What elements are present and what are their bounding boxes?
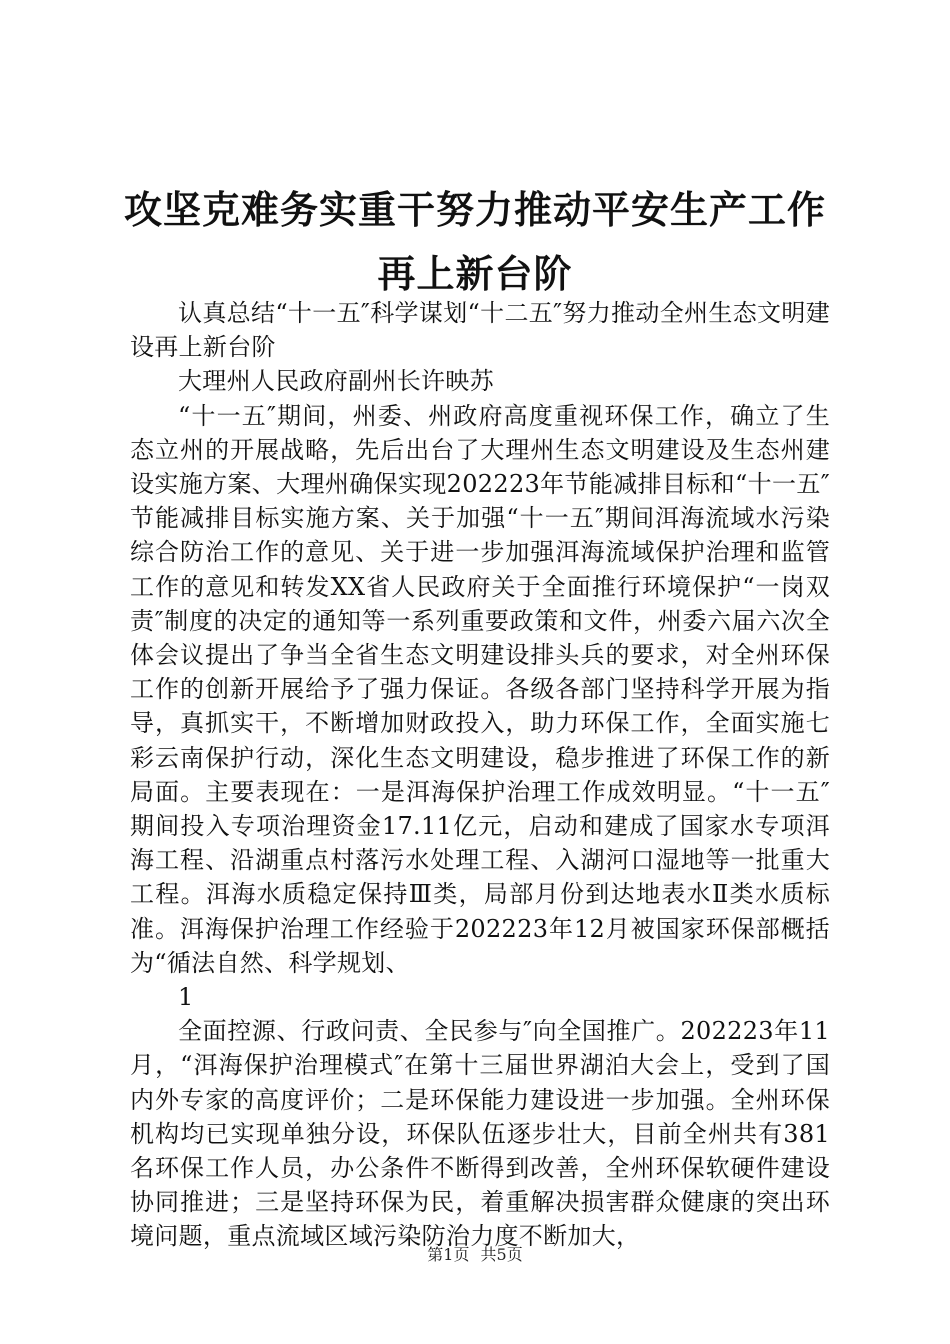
subtitle-paragraph: 认真总结“十一五″科学谋划“十二五″努力推动全州生态文明建设再上新台阶	[130, 299, 830, 362]
author-line: 大理州人民政府副州长许映苏	[178, 367, 494, 396]
document-body	[130, 296, 830, 1254]
page-footer	[0, 1242, 950, 1265]
body-paragraph: 全面控源、行政问责、全民参与″向全国推广。202223年11月，“洱海保护治理模式″在第十三届世界湖泊大会上，受到了国内外专家的高度评价；二是环保能力建设进一步加强。全州环保机构均已实现单独分设，环保队伍逐步壮大，目前全州共有381名环保工作人员，办公条件不断得到改善，全州环保软硬件建设协同推进；三是坚持环保为民，着重解决损害群众健康的突出环境问题，重点流域区域污染防治力度不断加大，	[130, 1017, 830, 1251]
document-title: 攻坚克难务实重干努力推动平安生产工作再上新台阶	[123, 188, 826, 296]
inline-page-number: 1	[178, 983, 194, 1012]
body-paragraph: “十一五″期间，州委、州政府高度重视环保工作，确立了生态立州的开展战略，先后出台了大理州生态文明建设及生态州建设实施方案、大理州确保实现202223年节能减排目标和“十一五″节能减排目标实施方案、关于加强“十一五″期间洱海流域水污染综合防治工作的意见、关于进一步加强洱海流域保护治理和监管工作的意见和转发XX省人民政府关于全面推行环境保护“一岗双责″制度的决定的通知等一系列重要政策和文件，州委六届六次全体会议提出了争当全省生态文明建设排头兵的要求，对全州环保工作的创新开展给予了强力保证。各级各部门坚持科学开展为指导，真抓实干，不断增加财政投入，助力环保工作，全面实施七彩云南保护行动，深化生态文明建设，稳步推进了环保工作的新局面。主要表现在：一是洱海保护治理工作成效明显。“十一五″期间投入专项治理资金17.11亿元，启动和建成了国家水专项洱海工程、沿湖重点村落污水处理工程、入湖河口湿地等一批重大工程。洱海水质稳定保持Ⅲ类，局部月份到达地表水Ⅱ类水质标准。洱海保护治理工作经验于202223年12月被国家环保部概括为“循法自然、科学规划、	[130, 401, 830, 977]
page-total: 共5页	[480, 1245, 523, 1264]
page-number: 第1页	[427, 1245, 470, 1264]
